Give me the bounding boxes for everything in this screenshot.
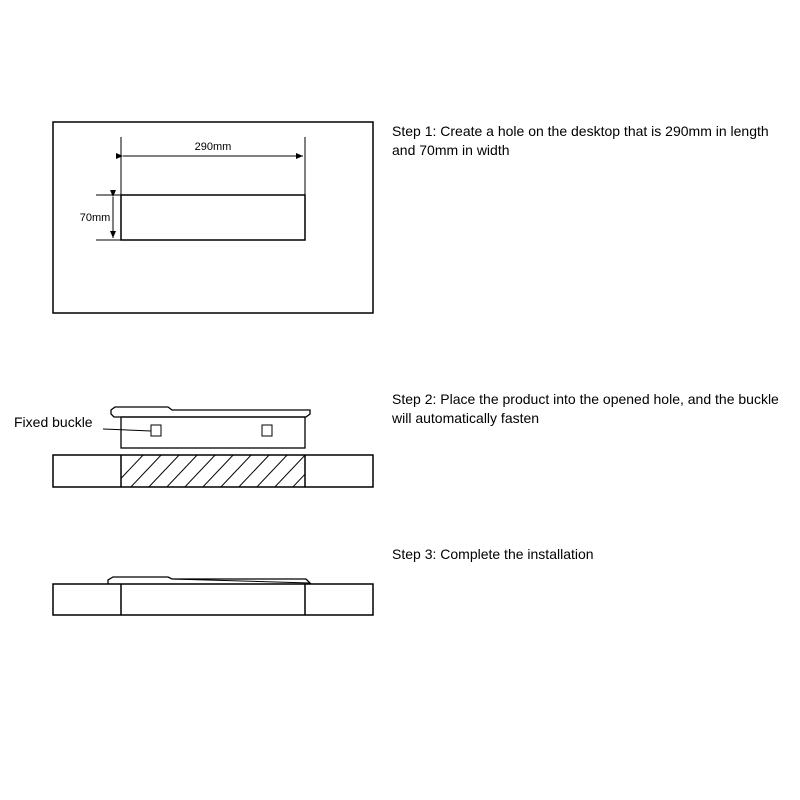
hatch-line <box>236 452 272 490</box>
hatch-line <box>182 452 218 490</box>
fixed-buckle-label: Fixed buckle <box>14 414 93 430</box>
hatch-line <box>218 452 254 490</box>
hatch-line <box>200 452 236 490</box>
hole-length-label: 290mm <box>194 141 232 153</box>
step2-text: Step 2: Place the product into the opened hole, and the buckle will automatically fasten <box>392 391 779 426</box>
hatch-line <box>272 452 308 490</box>
fixed-buckle-left <box>151 425 161 436</box>
hatch-line <box>110 452 146 490</box>
hatch-line <box>290 452 326 490</box>
hole-outline <box>121 195 305 240</box>
hatch-line <box>164 452 200 490</box>
step3-figure <box>53 577 373 615</box>
buckle-leader-line <box>103 429 151 431</box>
hatch-line <box>308 452 344 490</box>
desktop-section <box>53 455 373 487</box>
hole-hatching <box>110 452 362 490</box>
step1-figure <box>53 122 373 313</box>
step3-text: Step 3: Complete the installation <box>392 546 594 562</box>
hatch-line <box>146 452 182 490</box>
product-body <box>121 417 305 448</box>
product-lid <box>111 407 310 417</box>
step1-text: Step 1: Create a hole on the desktop that is 290mm in length and 70mm in width <box>392 123 769 158</box>
hatch-line <box>128 452 164 490</box>
step2-figure <box>14 407 373 490</box>
fixed-buckle-right <box>262 425 272 436</box>
hatch-line <box>326 452 362 490</box>
desktop-section-installed <box>53 584 373 615</box>
hatch-line <box>254 452 290 490</box>
hole-width-label: 70mm <box>79 212 111 224</box>
